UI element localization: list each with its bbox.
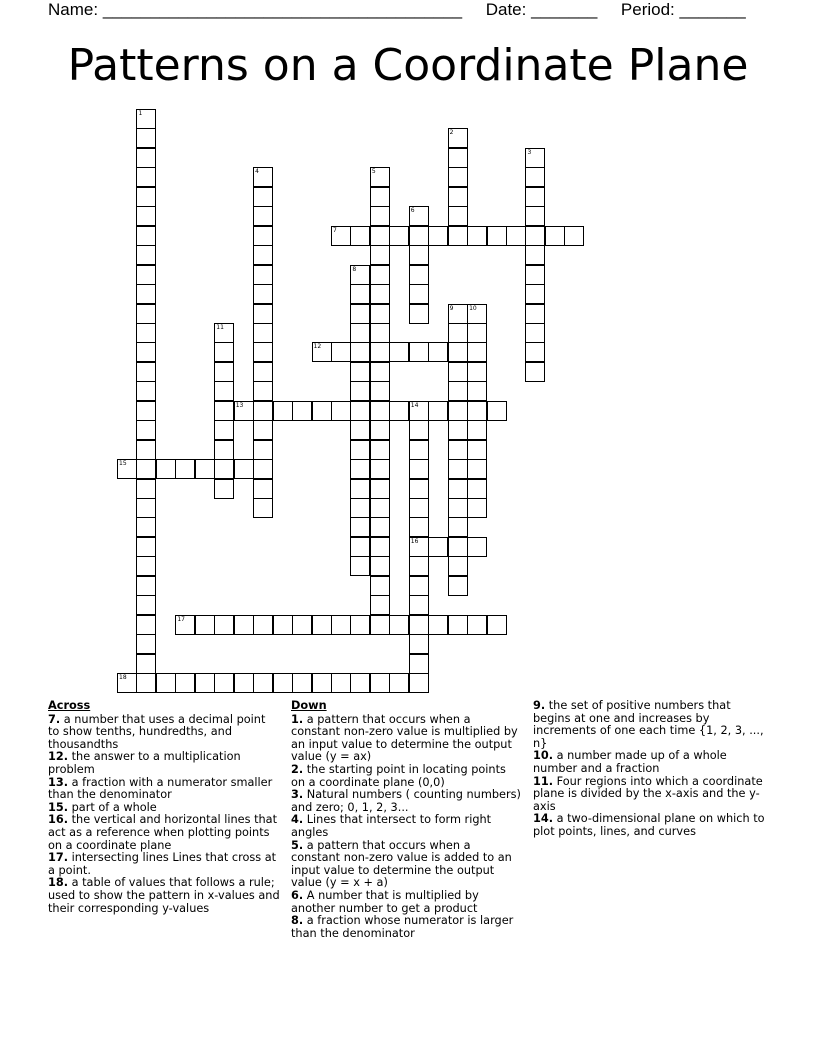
crossword-cell[interactable] (409, 634, 429, 654)
crossword-cell[interactable] (350, 479, 370, 499)
crossword-cell[interactable] (253, 362, 273, 382)
crossword-cell[interactable] (253, 459, 273, 479)
crossword-cell[interactable] (409, 576, 429, 596)
clue-number-label: 17 (177, 615, 185, 623)
clue-item (48, 751, 280, 776)
down-clues-continued (533, 700, 765, 839)
crossword-cell[interactable] (136, 265, 156, 285)
crossword-cell[interactable] (214, 342, 234, 362)
clue-text: a number made up of a whole number and a fraction (533, 749, 727, 775)
clue-item (48, 777, 280, 802)
clue-number-label: 10 (469, 304, 477, 312)
clue-text: the starting point in locating points on a coordinate plane (0,0) (291, 762, 506, 789)
crossword-cell[interactable] (448, 479, 468, 499)
crossword-cell[interactable] (428, 615, 448, 635)
clue-number-label: 11 (216, 323, 224, 331)
clue-item (533, 700, 765, 750)
clue-text: A number that is multiplied by another number to get a product (291, 888, 479, 915)
crossword-cell[interactable] (253, 284, 273, 304)
clue-number-label: 18 (119, 674, 127, 682)
crossword-cell[interactable] (350, 420, 370, 440)
clue-number-label: 16 (410, 537, 419, 545)
crossword-cell[interactable] (214, 479, 234, 499)
crossword-cell[interactable] (136, 245, 156, 265)
crossword-cell[interactable] (409, 595, 429, 615)
crossword-cell[interactable] (253, 304, 273, 324)
across-heading: Across (48, 699, 91, 712)
crossword-cell[interactable] (253, 615, 273, 635)
clue-text: Lines that intersect to form right angles (291, 813, 492, 839)
crossword-cell[interactable] (370, 342, 390, 362)
crossword-cell[interactable] (370, 420, 390, 440)
crossword-cell[interactable] (331, 401, 351, 421)
crossword-cell[interactable] (253, 187, 273, 207)
crossword-cell[interactable] (370, 517, 390, 537)
crossword-cell[interactable] (467, 459, 487, 479)
crossword-cell[interactable] (331, 342, 351, 362)
crossword-cell[interactable] (448, 537, 468, 557)
crossword-cell[interactable] (136, 654, 156, 674)
clue-number: 11. (533, 774, 554, 788)
crossword-cell[interactable] (448, 517, 468, 537)
clue-number: 5. (291, 838, 304, 852)
clue-number-label: 13 (235, 401, 244, 409)
crossword-cell[interactable] (525, 284, 545, 304)
crossword-cell[interactable] (136, 148, 156, 168)
clue-number: 3. (291, 788, 304, 802)
crossword-cell[interactable] (409, 615, 429, 635)
crossword-cell[interactable] (136, 479, 156, 499)
crossword-cell[interactable] (136, 595, 156, 615)
clue-text: a fraction whose numerator is larger than the denominator (291, 914, 514, 940)
crossword-cell[interactable] (506, 226, 526, 246)
down-clues (291, 700, 523, 940)
crossword-cell[interactable] (136, 167, 156, 187)
crossword-cell[interactable] (467, 362, 487, 382)
crossword-cell[interactable] (370, 615, 390, 635)
crossword-cell[interactable] (136, 128, 156, 148)
clue-text: a fraction with a numerator smaller than the denominator (48, 775, 273, 802)
crossword-cell[interactable] (370, 362, 390, 382)
crossword-cell[interactable] (156, 673, 176, 693)
crossword-cell[interactable] (331, 673, 351, 693)
down-clue-list-continued (533, 700, 765, 839)
name-blank[interactable]: ______________________________________ (102, 0, 463, 19)
clue-number: 4. (291, 813, 304, 827)
period-blank[interactable]: _______ (679, 0, 746, 19)
crossword-cell[interactable] (292, 673, 312, 693)
crossword-cell[interactable] (214, 381, 234, 401)
clue-text: intersecting lines Lines that cross at a point. (48, 851, 277, 877)
crossword-cell[interactable] (136, 615, 156, 635)
crossword-cell[interactable] (467, 401, 487, 421)
crossword-cell[interactable] (312, 615, 332, 635)
clue-number-label: 4 (255, 168, 259, 176)
across-clue-list (48, 714, 280, 916)
crossword-cell[interactable] (448, 187, 468, 207)
date-label: Date: (485, 0, 527, 19)
crossword-cell[interactable] (409, 479, 429, 499)
crossword-cell[interactable] (195, 459, 215, 479)
clue-number: 15. (48, 800, 69, 814)
clue-item (291, 814, 523, 839)
crossword-cell[interactable] (525, 167, 545, 187)
clue-text: a two-dimensional plane on which to plot points, lines, and curves (533, 812, 765, 838)
crossword-cell[interactable] (525, 342, 545, 362)
crossword-cell[interactable] (136, 187, 156, 207)
clue-item (291, 789, 523, 814)
crossword-cell[interactable] (136, 440, 156, 460)
crossword-cell[interactable] (409, 498, 429, 518)
crossword-cell[interactable] (370, 595, 390, 615)
down-heading: Down (291, 699, 327, 712)
crossword-cell[interactable] (525, 206, 545, 226)
crossword-cell[interactable] (370, 498, 390, 518)
clue-number: 6. (291, 888, 304, 902)
crossword-cell[interactable] (467, 226, 487, 246)
crossword-cell[interactable] (195, 673, 215, 693)
crossword-cell[interactable] (292, 401, 312, 421)
crossword-cell[interactable] (487, 401, 507, 421)
clue-number: 7. (48, 712, 61, 726)
clue-item (291, 890, 523, 915)
crossword-cell[interactable] (350, 362, 370, 382)
crossword-cell[interactable] (350, 381, 370, 401)
clue-item (291, 840, 523, 890)
crossword-cell[interactable] (350, 401, 370, 421)
clue-item (291, 764, 523, 789)
crossword-cell[interactable] (370, 537, 390, 557)
clue-number-label: 8 (352, 265, 357, 273)
crossword-cell[interactable] (136, 537, 156, 557)
clue-text: a table of values that follows a rule; used to show the pattern in x-values and their corresponding y-values (48, 876, 280, 915)
crossword-cell[interactable] (175, 459, 195, 479)
clue-number-label: 1 (138, 110, 143, 117)
crossword-cell[interactable] (234, 673, 254, 693)
crossword-cell[interactable] (389, 615, 409, 635)
crossword-cell[interactable] (428, 342, 448, 362)
clue-text: the set of positive numbers that begins at one and increases by increments of one each time {1, 2, 3, ..., n} (533, 699, 764, 750)
crossword-cell[interactable] (136, 206, 156, 226)
crossword-cell[interactable] (253, 401, 273, 421)
clue-item (48, 877, 280, 915)
crossword-cell[interactable] (409, 654, 429, 674)
crossword-cell[interactable] (350, 615, 370, 635)
crossword-cell[interactable] (253, 420, 273, 440)
crossword-cell[interactable] (564, 226, 584, 246)
crossword-cell[interactable] (448, 440, 468, 460)
crossword-cell[interactable] (467, 420, 487, 440)
crossword-cell[interactable] (409, 342, 429, 362)
crossword-cell[interactable] (467, 615, 487, 635)
crossword-cell[interactable] (467, 381, 487, 401)
clue-number-label: 2 (449, 129, 454, 137)
clue-text: the vertical and horizontal lines that act as a reference when plotting points on a coordinate plane (48, 813, 278, 852)
clue-text: a pattern that occurs when a constant non-zero value is multiplied by an input value to determine the output value (y = ax) (291, 712, 518, 764)
crossword-cell[interactable] (370, 226, 390, 246)
clue-number-label: 7 (332, 226, 337, 234)
crossword-cell[interactable] (448, 420, 468, 440)
crossword-cell[interactable] (350, 517, 370, 537)
crossword-cell[interactable] (136, 576, 156, 596)
crossword-cell[interactable] (253, 498, 273, 518)
clue-item (291, 714, 523, 764)
crossword-cell[interactable] (370, 304, 390, 324)
crossword-cell[interactable] (370, 576, 390, 596)
crossword-cell[interactable] (409, 245, 429, 265)
crossword-cell[interactable] (370, 401, 390, 421)
crossword-cell[interactable] (175, 673, 195, 693)
clue-text: Natural numbers ( counting numbers) and zero; 0, 1, 2, 3... (291, 788, 521, 814)
clue-item (291, 915, 523, 940)
clue-text: a pattern that occurs when a constant non-zero value is added to an input value to determine the output value (y = x + a) (291, 838, 512, 890)
crossword-cell[interactable] (350, 556, 370, 576)
crossword-cell[interactable] (214, 673, 234, 693)
crossword-cell[interactable] (487, 615, 507, 635)
crossword-cell[interactable] (136, 284, 156, 304)
crossword-cell[interactable] (350, 459, 370, 479)
clue-number: 8. (291, 914, 304, 928)
crossword-cell[interactable] (467, 479, 487, 499)
crossword-cell[interactable] (409, 284, 429, 304)
period-label: Period: (620, 0, 675, 19)
clue-item (48, 714, 280, 752)
clue-number: 16. (48, 813, 69, 827)
crossword-cell[interactable] (214, 420, 234, 440)
crossword-cell[interactable] (370, 206, 390, 226)
crossword-cell[interactable] (370, 479, 390, 499)
crossword-cell[interactable] (273, 615, 293, 635)
crossword-cell[interactable] (448, 323, 468, 343)
clue-number: 18. (48, 876, 69, 890)
crossword-cell[interactable] (448, 498, 468, 518)
crossword-cell[interactable] (389, 401, 409, 421)
crossword-cell[interactable] (370, 556, 390, 576)
crossword-cell[interactable] (467, 440, 487, 460)
clue-text: a number that uses a decimal point to show tenths, hundredths, and thousandths (48, 712, 266, 751)
date-blank[interactable]: _______ (531, 0, 598, 19)
crossword-cell[interactable] (350, 284, 370, 304)
crossword-cell[interactable] (409, 673, 429, 693)
clue-number: 12. (48, 750, 69, 764)
crossword-cell[interactable] (409, 226, 429, 246)
crossword-cell[interactable] (428, 537, 448, 557)
crossword-cell[interactable] (467, 498, 487, 518)
crossword-cell[interactable] (331, 615, 351, 635)
down-clue-list (291, 714, 523, 941)
crossword-cell[interactable] (448, 459, 468, 479)
crossword-cell[interactable] (253, 245, 273, 265)
crossword-cell[interactable] (409, 420, 429, 440)
crossword-cell[interactable] (136, 362, 156, 382)
crossword-cell[interactable] (448, 401, 468, 421)
crossword-cell[interactable] (448, 226, 468, 246)
crossword-cell[interactable] (525, 245, 545, 265)
crossword-cell[interactable] (234, 615, 254, 635)
crossword-cell[interactable] (214, 459, 234, 479)
crossword-cell[interactable] (448, 206, 468, 226)
crossword-cell[interactable] (370, 459, 390, 479)
crossword-cell[interactable] (350, 673, 370, 693)
crossword-cell[interactable] (448, 342, 468, 362)
crossword-cell[interactable] (253, 479, 273, 499)
crossword-cell[interactable] (136, 401, 156, 421)
crossword-cell[interactable] (409, 265, 429, 285)
crossword-cell[interactable] (136, 342, 156, 362)
crossword-cell[interactable] (370, 265, 390, 285)
crossword-cell[interactable] (253, 381, 273, 401)
clue-item (48, 814, 280, 852)
crossword-cell[interactable] (389, 226, 409, 246)
crossword-cell[interactable] (350, 226, 370, 246)
crossword-cell[interactable] (350, 304, 370, 324)
crossword-cell[interactable] (253, 440, 273, 460)
crossword-cell[interactable] (370, 245, 390, 265)
crossword-cell[interactable] (448, 556, 468, 576)
crossword-cell[interactable] (234, 459, 254, 479)
crossword-cell[interactable] (214, 401, 234, 421)
clue-number: 1. (291, 712, 304, 726)
crossword-cell[interactable] (136, 381, 156, 401)
crossword-cell[interactable] (253, 323, 273, 343)
crossword-cell[interactable] (525, 187, 545, 207)
crossword-cell[interactable] (292, 615, 312, 635)
clue-number-label: 15 (119, 460, 127, 468)
crossword-cell[interactable] (448, 615, 468, 635)
clue-number-label: 9 (449, 304, 454, 312)
clue-number-label: 14 (410, 401, 419, 409)
crossword-cell[interactable] (136, 304, 156, 324)
crossword-cell[interactable] (370, 673, 390, 693)
crossword-cell[interactable] (409, 304, 429, 324)
crossword-cell[interactable] (350, 440, 370, 460)
clue-text: part of a whole (68, 800, 157, 814)
crossword-cell[interactable] (389, 673, 409, 693)
crossword-cell[interactable] (525, 304, 545, 324)
clue-number-label: 5 (371, 168, 376, 176)
crossword-cell[interactable] (350, 498, 370, 518)
crossword-cell[interactable] (389, 342, 409, 362)
crossword-cell[interactable] (214, 615, 234, 635)
clue-text: Four regions into which a coordinate plane is divided by the x-axis and the y-axis (533, 774, 763, 813)
crossword-cell[interactable] (253, 673, 273, 693)
clue-number: 14. (533, 812, 554, 826)
crossword-cell[interactable] (525, 265, 545, 285)
crossword-cell[interactable] (428, 401, 448, 421)
clue-number-label: 6 (410, 207, 415, 215)
crossword-cell[interactable] (370, 187, 390, 207)
crossword-cell[interactable] (350, 342, 370, 362)
crossword-cell[interactable] (448, 167, 468, 187)
crossword-cell[interactable] (370, 381, 390, 401)
crossword-cell[interactable] (253, 206, 273, 226)
crossword-cell[interactable] (350, 323, 370, 343)
crossword-cell[interactable] (467, 537, 487, 557)
crossword-cell[interactable] (253, 226, 273, 246)
crossword-cell[interactable] (409, 459, 429, 479)
clue-number: 10. (533, 749, 554, 763)
crossword-cell[interactable] (273, 401, 293, 421)
crossword-cell[interactable] (525, 226, 545, 246)
clue-number-label: 3 (527, 148, 532, 156)
clue-number: 17. (48, 851, 69, 865)
crossword-cell[interactable] (467, 323, 487, 343)
crossword-cell[interactable] (195, 615, 215, 635)
clue-number: 9. (533, 699, 546, 712)
page-title: Patterns on a Coordinate Plane (67, 40, 749, 91)
crossword-cell[interactable] (214, 362, 234, 382)
crossword-cell[interactable] (350, 537, 370, 557)
crossword-cell[interactable] (409, 556, 429, 576)
crossword-cell[interactable] (370, 323, 390, 343)
crossword-cell[interactable] (448, 576, 468, 596)
clue-number: 13. (48, 775, 69, 789)
clue-item (533, 750, 765, 775)
crossword-cell[interactable] (448, 381, 468, 401)
crossword-cell[interactable] (136, 498, 156, 518)
crossword-cell[interactable] (545, 226, 565, 246)
crossword-cell[interactable] (136, 226, 156, 246)
crossword-cell[interactable] (253, 342, 273, 362)
crossword-cell[interactable] (253, 265, 273, 285)
crossword-cell[interactable] (409, 517, 429, 537)
crossword-cell[interactable] (525, 362, 545, 382)
crossword-cell[interactable] (136, 323, 156, 343)
crossword-cell[interactable] (273, 673, 293, 693)
crossword-cell[interactable] (312, 401, 332, 421)
crossword-cell[interactable] (370, 440, 390, 460)
crossword-cell[interactable] (312, 673, 332, 693)
crossword-cell[interactable] (136, 673, 156, 693)
across-clues (48, 700, 280, 915)
crossword-cell[interactable] (156, 459, 176, 479)
clue-item (533, 776, 765, 814)
crossword-cell[interactable] (214, 440, 234, 460)
crossword-cell[interactable] (525, 323, 545, 343)
crossword-cell[interactable] (136, 420, 156, 440)
clue-item (533, 813, 765, 838)
clue-number-label: 12 (313, 343, 322, 351)
crossword-cell[interactable] (448, 362, 468, 382)
crossword-cell[interactable] (136, 459, 156, 479)
crossword-cell[interactable] (428, 226, 448, 246)
crossword-cell[interactable] (409, 440, 429, 460)
clue-number: 2. (291, 762, 304, 776)
clue-text: the answer to a multiplication problem (48, 750, 241, 776)
crossword-cell[interactable] (448, 148, 468, 168)
crossword-cell[interactable] (467, 342, 487, 362)
crossword-cell[interactable] (136, 634, 156, 654)
name-label: Name: (48, 0, 99, 19)
crossword-cell[interactable] (370, 284, 390, 304)
crossword-cell[interactable] (136, 517, 156, 537)
crossword-cell[interactable] (136, 556, 156, 576)
clue-item (48, 852, 280, 877)
crossword-cell[interactable] (487, 226, 507, 246)
